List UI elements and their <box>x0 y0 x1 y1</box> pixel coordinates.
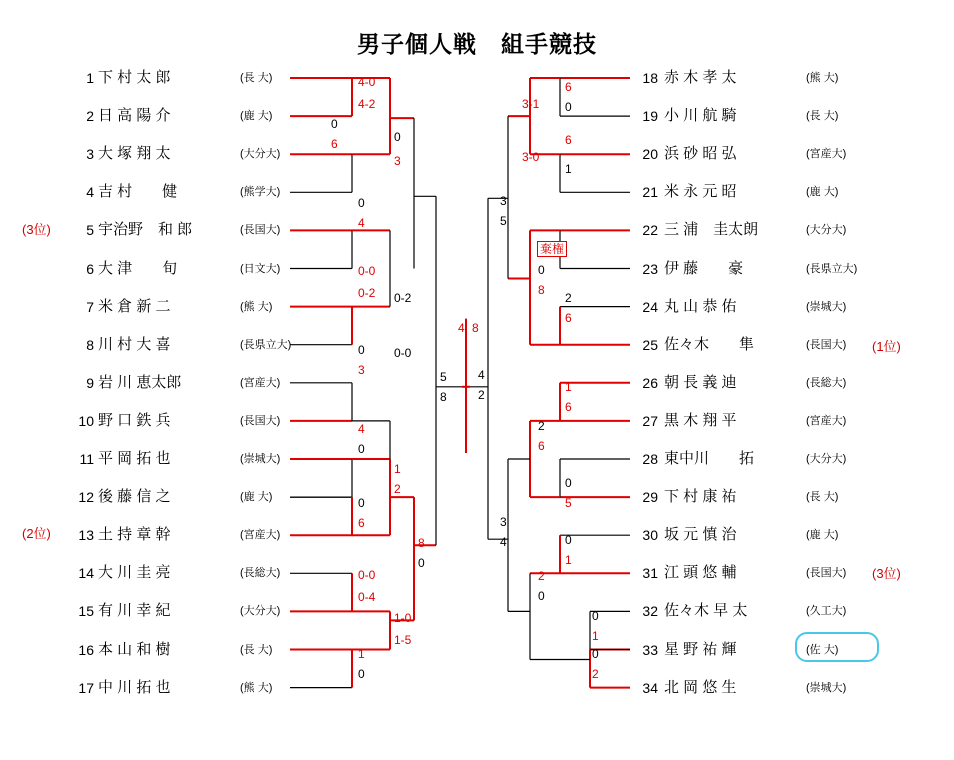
score-label-52: 0 <box>565 476 572 490</box>
entry-name: 星 野 祐 輝 <box>664 640 737 658</box>
entry-number: 28 <box>642 451 658 467</box>
entry-name: 本 山 和 樹 <box>98 640 171 658</box>
entry-number: 1 <box>86 70 94 86</box>
entry-affiliation: (長 大) <box>240 643 273 656</box>
score-label-35: 5 <box>500 214 507 228</box>
entry-number: 23 <box>642 260 658 277</box>
entry-affiliation: (宮産大) <box>240 529 281 542</box>
score-label-30: 4 <box>458 321 465 335</box>
entry-name: 日 高 陽 介 <box>98 107 171 125</box>
entry-number: 3 <box>86 146 94 163</box>
entry-name: 下 村 太 郎 <box>98 69 171 86</box>
entry-name: 浜 砂 昭 弘 <box>664 145 737 163</box>
score-label-13: 0-0 <box>394 346 412 360</box>
entry-affiliation: (崇城大) <box>806 681 847 694</box>
score-label-45: 1 <box>565 162 572 176</box>
entry-name: 小 川 航 騎 <box>664 107 737 125</box>
entry-number: 6 <box>86 260 94 277</box>
score-label-36: 3 <box>500 515 507 529</box>
entry-affiliation: (長 大) <box>806 491 839 504</box>
entry-name: 北 岡 悠 生 <box>664 678 737 696</box>
entry-name: 大 津 旬 <box>98 259 178 277</box>
entry-name: 平 岡 拓 也 <box>98 450 171 467</box>
score-label-47: 6 <box>565 311 572 325</box>
entry-name: 佐々木 早 太 <box>664 602 748 620</box>
score-label-16: 1 <box>394 462 401 476</box>
score-label-3: 6 <box>331 137 338 151</box>
entry-name: 坂 元 慎 治 <box>664 526 737 544</box>
rank-label-0: (3位) <box>22 222 51 237</box>
score-label-19: 6 <box>358 516 365 530</box>
score-label-60: 0 <box>592 647 599 661</box>
entry-affiliation: (大分大) <box>240 148 281 161</box>
score-label-61: 2 <box>592 667 599 681</box>
entry-number: 16 <box>78 641 94 658</box>
entry-number: 2 <box>86 108 94 125</box>
entry-number: 14 <box>78 565 94 582</box>
entry-affiliation: (長国大) <box>806 338 847 351</box>
score-label-40: 0 <box>538 263 545 277</box>
score-label-53: 5 <box>565 496 572 510</box>
entry-affiliation: (大分大) <box>806 453 847 465</box>
entry-affiliation: (大分大) <box>240 605 281 618</box>
score-label-0: 4-0 <box>358 75 376 89</box>
score-label-32: 4 <box>478 368 485 382</box>
score-label-17: 2 <box>394 482 401 496</box>
entry-number: 15 <box>78 603 94 620</box>
entry-name: 東中川 拓 <box>664 450 755 467</box>
entry-number: 12 <box>78 489 94 506</box>
entry-affiliation: (宮産大) <box>806 414 847 427</box>
score-label-6: 0 <box>358 196 365 210</box>
score-label-29: 8 <box>440 390 447 404</box>
score-label-51: 6 <box>538 439 545 453</box>
score-label-4: 0 <box>394 130 401 144</box>
rank-label-1: (2位) <box>22 526 51 541</box>
entry-affiliation: (宮産大) <box>240 376 281 389</box>
score-label-43: 0 <box>565 100 572 114</box>
entry-affiliation: (長 大) <box>240 72 273 84</box>
entry-name: 大 川 圭 亮 <box>98 564 171 582</box>
entry-number: 13 <box>78 527 94 544</box>
score-label-22: 0-0 <box>358 568 376 582</box>
entry-name: 朝 長 義 迪 <box>664 373 737 391</box>
entry-number: 10 <box>78 412 94 429</box>
score-label-18: 0 <box>358 496 365 510</box>
rank-label-3: (3位) <box>872 566 901 581</box>
entry-name: 丸 山 恭 佑 <box>664 297 737 315</box>
entry-affiliation: (長県立大) <box>806 262 858 275</box>
score-label-59: 1 <box>592 629 599 643</box>
score-label-27: 0 <box>358 667 365 681</box>
entry-affiliation: (長総大) <box>806 376 847 389</box>
entry-affiliation: (鹿 大) <box>806 186 839 199</box>
score-label-26: 1 <box>358 647 365 661</box>
entry-affiliation: (熊学大) <box>240 186 281 199</box>
entry-number: 27 <box>642 412 658 429</box>
entry-name: 有 川 幸 紀 <box>98 602 171 620</box>
entry-number: 24 <box>642 298 658 315</box>
entry-affiliation: (鹿 大) <box>240 491 273 504</box>
entry-number: 17 <box>78 679 94 696</box>
entry-affiliation: (崇城大) <box>240 453 281 465</box>
score-label-24: 1-0 <box>394 611 412 625</box>
entry-name: 川 村 大 喜 <box>98 335 171 353</box>
score-label-34: 3 <box>500 194 507 208</box>
entry-name: 佐々木 隼 <box>664 335 755 353</box>
score-label-42: 6 <box>565 80 572 94</box>
entry-name: 伊 藤 豪 <box>664 259 744 277</box>
entry-affiliation: (熊 大) <box>240 681 273 694</box>
entry-affiliation: (佐 大) <box>806 643 839 656</box>
score-label-23: 0-4 <box>358 590 376 604</box>
score-label-20: 8 <box>418 536 425 550</box>
score-label-56: 2 <box>538 569 545 583</box>
entry-number: 7 <box>86 298 94 315</box>
entry-number: 21 <box>642 184 658 201</box>
score-label-12: 3 <box>358 363 365 377</box>
score-label-57: 0 <box>538 589 545 603</box>
entry-number: 31 <box>642 565 658 582</box>
entry-number: 8 <box>86 336 94 353</box>
entry-number: 18 <box>642 70 658 86</box>
entry-name: 赤 木 孝 太 <box>664 69 737 86</box>
entry-affiliation: (長総大) <box>240 567 281 580</box>
score-label-14: 4 <box>358 422 365 436</box>
entry-name: 大 塚 翔 太 <box>98 145 171 163</box>
entry-number: 19 <box>642 108 658 125</box>
kiken-badge: 棄権 <box>537 241 567 257</box>
entry-name: 米 永 元 昭 <box>664 183 737 201</box>
entry-affiliation: (宮産大) <box>806 148 847 161</box>
entry-affiliation: (長国大) <box>806 567 847 580</box>
score-label-41: 8 <box>538 283 545 297</box>
score-label-58: 0 <box>592 609 599 623</box>
entry-number: 25 <box>642 336 658 353</box>
entry-number: 34 <box>642 679 658 696</box>
entry-number: 33 <box>642 641 658 658</box>
score-label-39: 3-0 <box>522 150 540 164</box>
entry-name: 土 持 章 幹 <box>98 526 171 544</box>
entry-affiliation: (日文大) <box>240 262 281 275</box>
score-label-2: 0 <box>331 117 338 131</box>
score-label-38: 3-1 <box>522 97 540 111</box>
entry-affiliation: (大分大) <box>806 224 847 237</box>
entry-affiliation: (鹿 大) <box>240 110 273 123</box>
entry-number: 30 <box>642 527 658 544</box>
entry-name: 岩 川 恵太郎 <box>98 373 182 391</box>
entry-affiliation: (熊 大) <box>240 300 273 313</box>
entry-affiliation: (崇城大) <box>806 300 847 313</box>
page-title: 男子個人戦 組手競技 <box>357 31 597 57</box>
score-label-28: 5 <box>440 370 447 384</box>
score-label-1: 4-2 <box>358 97 376 111</box>
entry-number: 4 <box>86 184 94 201</box>
entry-affiliation: (長県立大) <box>240 338 292 351</box>
entry-name: 下 村 康 祐 <box>664 488 737 506</box>
entry-name: 三 浦 圭太朗 <box>664 221 759 239</box>
entry-number: 26 <box>642 374 658 391</box>
score-label-55: 1 <box>565 553 572 567</box>
entry-name: 江 頭 悠 輔 <box>664 564 737 582</box>
entry-number: 11 <box>79 451 94 467</box>
score-label-21: 0 <box>418 556 425 570</box>
entry-number: 5 <box>86 222 94 239</box>
entry-name: 吉 村 健 <box>98 183 178 201</box>
score-label-44: 6 <box>565 133 572 147</box>
entry-affiliation: (長 大) <box>806 110 839 123</box>
score-label-8: 0-0 <box>358 264 376 278</box>
entry-number: 22 <box>642 222 658 239</box>
rank-label-2: (1位) <box>872 339 901 354</box>
score-label-10: 0-2 <box>394 291 412 305</box>
score-label-7: 4 <box>358 216 365 230</box>
score-label-11: 0 <box>358 343 365 357</box>
entry-name: 黒 木 翔 平 <box>664 411 737 429</box>
score-label-31: 8 <box>472 321 479 335</box>
entry-name: 宇治野 和 郎 <box>98 221 193 239</box>
score-label-5: 3 <box>394 154 401 168</box>
entry-affiliation: (熊 大) <box>806 72 839 84</box>
entry-affiliation: (長国大) <box>240 224 281 237</box>
score-label-48: 1 <box>565 380 572 394</box>
score-label-9: 0-2 <box>358 286 376 300</box>
entry-number: 29 <box>642 489 658 506</box>
entry-affiliation: (鹿 大) <box>806 529 839 542</box>
score-label-33: 2 <box>478 388 485 402</box>
entry-name: 米 倉 新 二 <box>98 297 171 315</box>
entry-number: 9 <box>86 374 94 391</box>
score-label-54: 0 <box>565 533 572 547</box>
highlight-oval <box>795 632 879 662</box>
entry-number: 32 <box>642 603 658 620</box>
entry-affiliation: (長国大) <box>240 414 281 427</box>
score-label-37: 4 <box>500 535 507 549</box>
entry-name: 後 藤 信 之 <box>98 488 171 506</box>
entry-name: 中 川 拓 也 <box>98 678 171 696</box>
entry-name: 野 口 鉄 兵 <box>98 411 171 429</box>
score-label-15: 0 <box>358 442 365 456</box>
entry-number: 20 <box>642 146 658 163</box>
entry-affiliation: (久工大) <box>806 605 847 618</box>
score-label-25: 1-5 <box>394 633 412 647</box>
score-label-49: 6 <box>565 400 572 414</box>
score-label-46: 2 <box>565 291 572 305</box>
score-label-50: 2 <box>538 419 545 433</box>
